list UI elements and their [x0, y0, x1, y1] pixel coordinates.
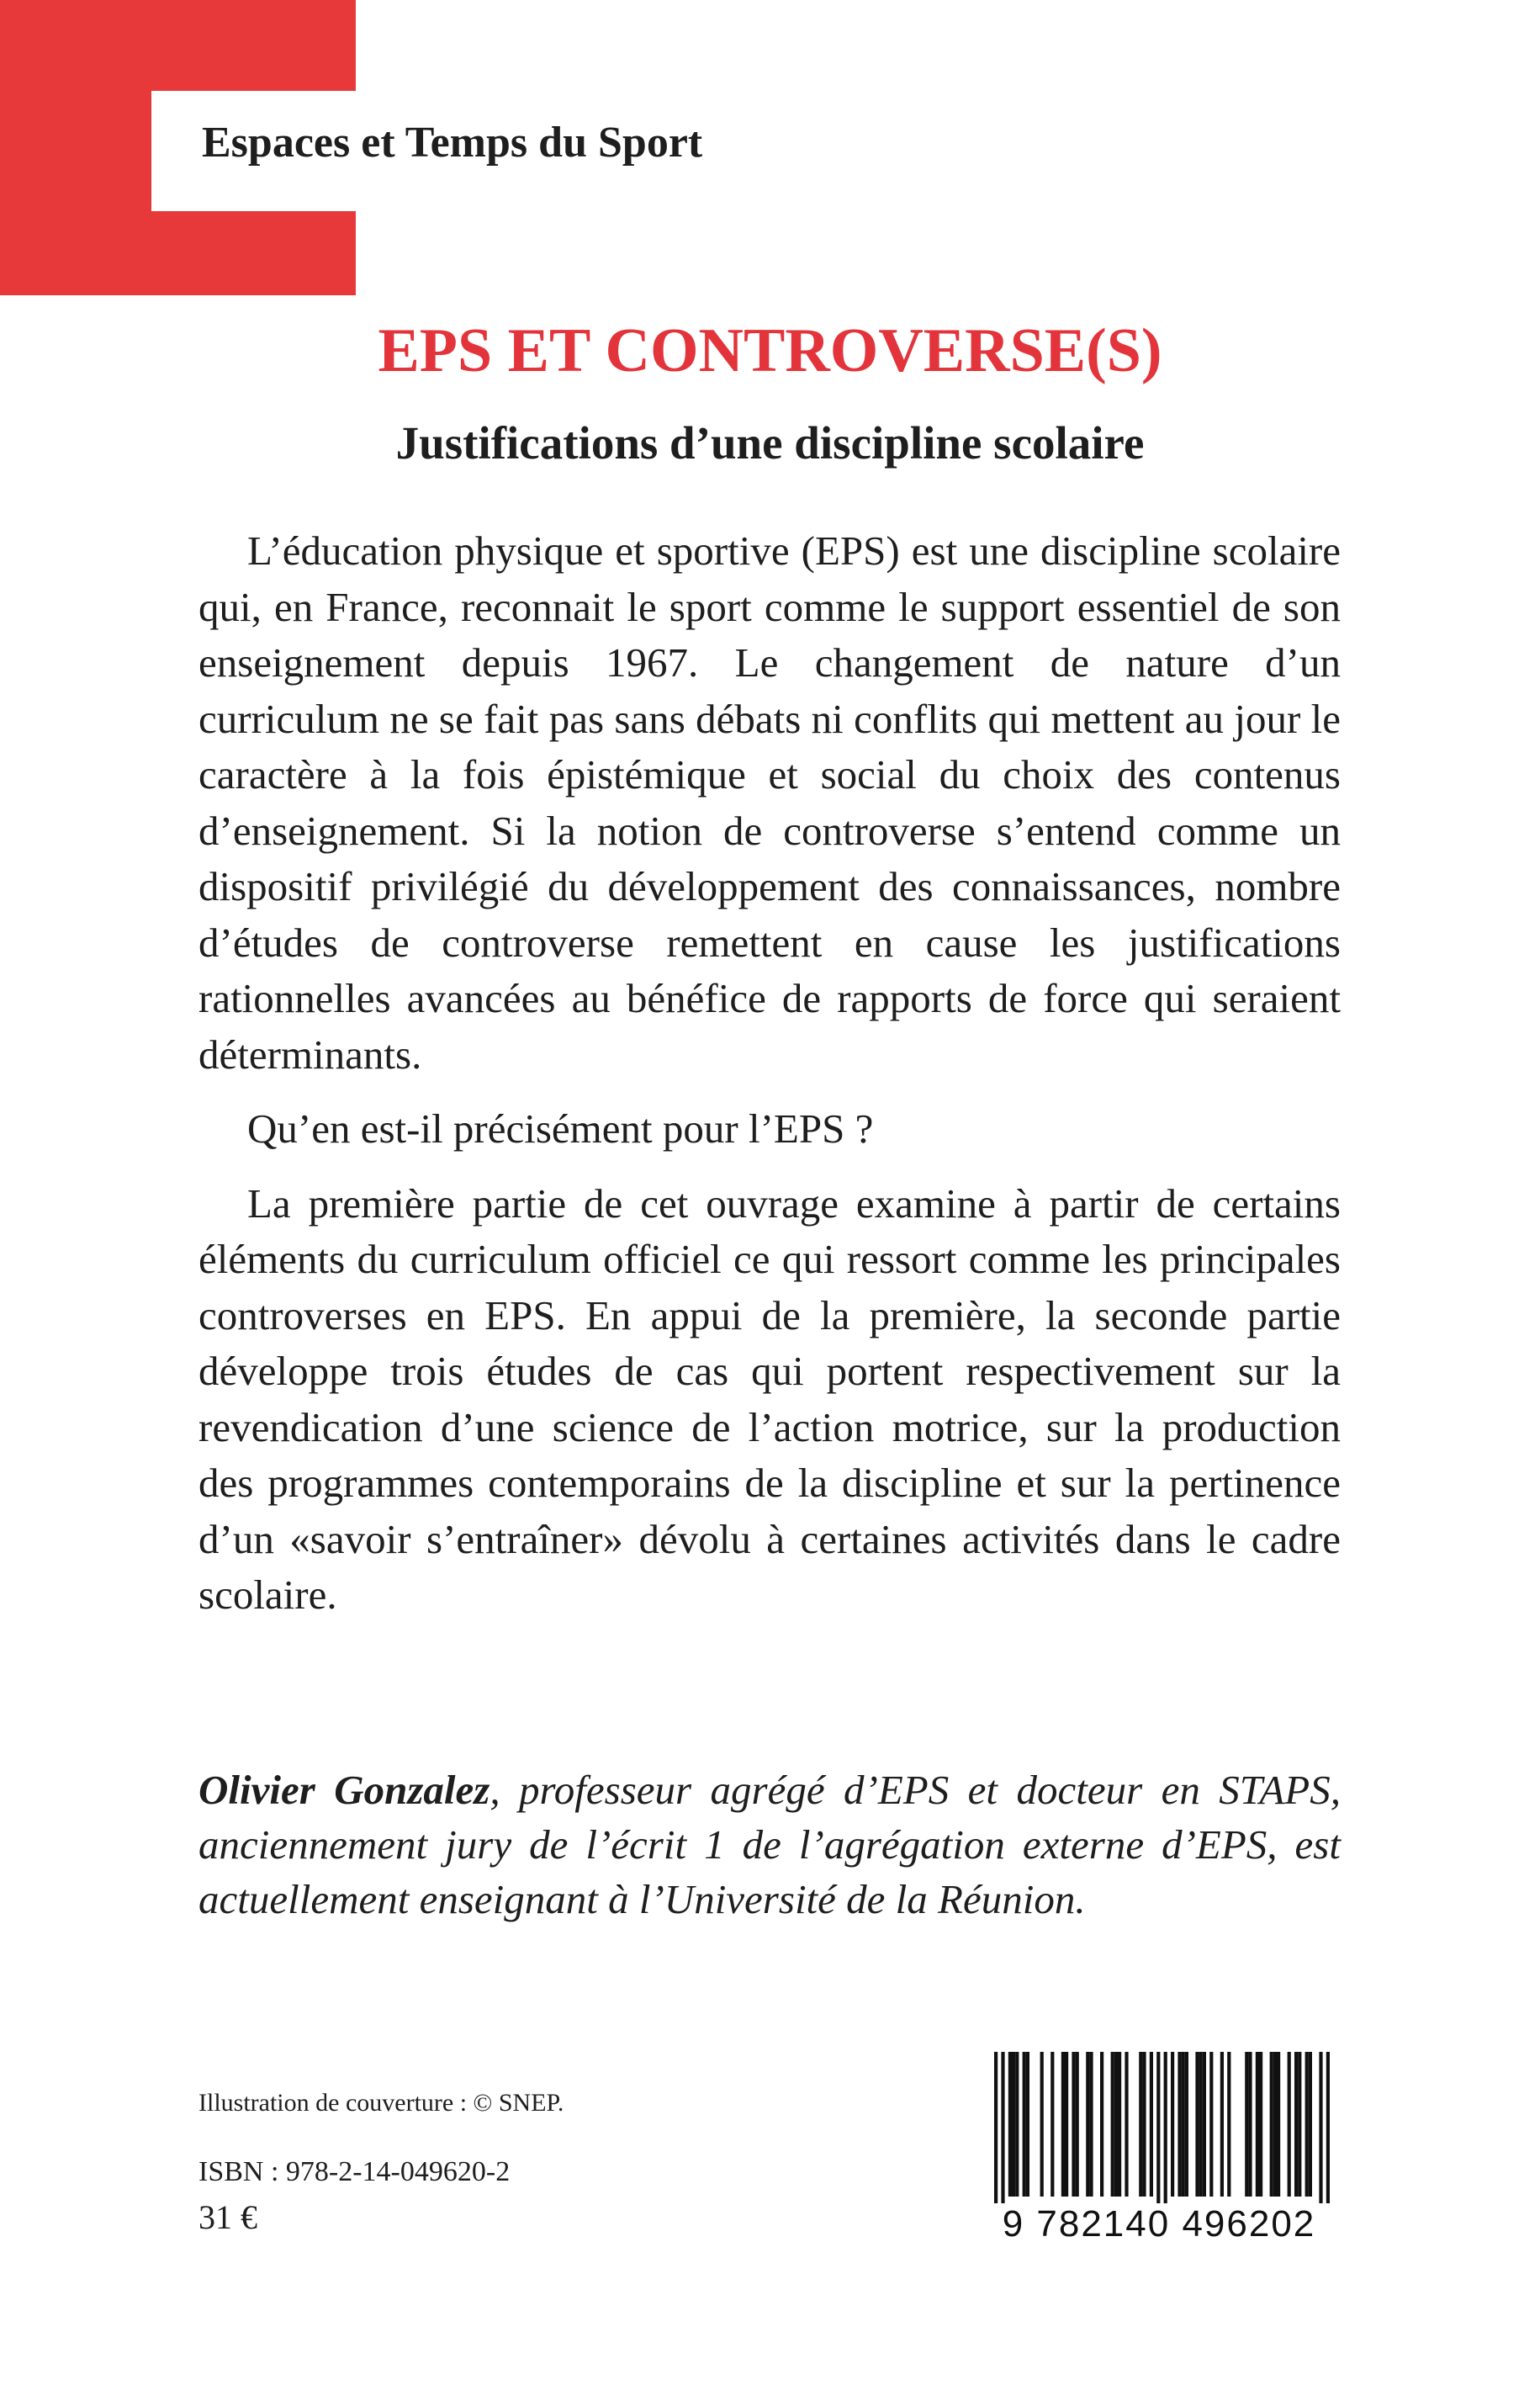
- barcode-bar: [1076, 2052, 1079, 2197]
- isbn: ISBN : 978-2-14-049620-2: [198, 2156, 511, 2187]
- barcode-bar: [1114, 2052, 1118, 2197]
- barcode-bar: [1100, 2052, 1103, 2197]
- barcode-bar: [1142, 2052, 1146, 2197]
- barcode-bar: [1026, 2052, 1029, 2197]
- barcode-bar: [1245, 2052, 1248, 2197]
- barcode-bar: [1015, 2052, 1019, 2197]
- barcode-bar: [1061, 2052, 1065, 2197]
- barcode-bar: [1150, 2052, 1153, 2197]
- barcode-bar: [1294, 2052, 1298, 2197]
- barcode-bar: [1156, 2052, 1160, 2207]
- barcode-bar: [1199, 2052, 1203, 2197]
- summary-paragraph: La première partie de cet ouvrage examine à partir de certains éléments du curriculum officiel ce qui ressort comme les principales controverses en EPS. En appui de la première, la seconde partie développe trois études de cas qui portent respectivement sur la revendication d’une science de l’action motrice, sur la production des programmes contemporains de la discipline et sur la pertinence d’un «savoir s’entraîner» dévolu à certaines activités dans le cadre scolaire.: [198, 1179, 1341, 1618]
- author-description: , professeur agrégé d’EPS et docteur en STAPS, anciennement jury de l’écrit 1 de l’agrégation externe d’EPS, est actuellement enseignant à l’Université de la Réunion.: [198, 1767, 1341, 1922]
- barcode-bar: [1089, 2052, 1093, 2197]
- book-subtitle: Justifications d’une discipline scolaire: [395, 417, 1145, 469]
- barcode-bar: [1256, 2052, 1259, 2197]
- barcode-bar: [1040, 2052, 1044, 2197]
- barcode-bar: [1012, 2052, 1015, 2197]
- barcode-bar: [1220, 2052, 1224, 2197]
- barcode-bar: [1227, 2052, 1230, 2197]
- barcode-bar: [1277, 2052, 1280, 2197]
- barcode-bar: [1111, 2052, 1114, 2197]
- summary-question: Qu’en est-il précisément pour l’EPS ?: [247, 1105, 874, 1152]
- price: 31 €: [198, 2198, 257, 2236]
- barcode-bar: [1125, 2052, 1128, 2197]
- barcode-bar: [1164, 2052, 1167, 2207]
- barcode-bar: [1065, 2052, 1068, 2197]
- barcode-bar: [1288, 2052, 1291, 2197]
- barcode-bar: [1050, 2052, 1054, 2197]
- barcode-digits: 9 782140 496202: [974, 2203, 1344, 2245]
- barcode-bar: [1309, 2052, 1312, 2197]
- barcode-bar: [1177, 2052, 1181, 2197]
- barcode-bars-icon: [974, 2047, 1344, 2207]
- barcode-bar: [1086, 2052, 1089, 2197]
- barcode-bar: [1203, 2052, 1206, 2197]
- barcode-bar: [1118, 2052, 1121, 2197]
- barcode-bar: [1209, 2052, 1213, 2197]
- barcode-bar: [1182, 2052, 1185, 2197]
- barcode-bar: [1273, 2052, 1277, 2197]
- barcode-bar: [1319, 2052, 1322, 2207]
- author-name: Olivier Gonzalez: [198, 1767, 490, 1813]
- back-cover-summary: [198, 523, 1341, 1642]
- barcode-bar: [1185, 2052, 1188, 2197]
- book-title: EPS ET CONTROVERSE(S): [378, 316, 1162, 385]
- barcode-bar: [1270, 2052, 1273, 2197]
- barcode-bar: [1001, 2052, 1004, 2207]
- barcode-bar: [1195, 2052, 1199, 2197]
- barcode-bar: [1008, 2052, 1012, 2197]
- barcode-bar: [1259, 2052, 1262, 2197]
- summary-paragraph: L’éducation physique et sportive (EPS) est une discipline scolaire qui, en France, reconnait le sport comme le support essentiel de son enseignement depuis 1967. Le changement de nature d’un curriculum ne se fait pas sans débats ni conflits qui mettent au jour le caractère à la fois épistémique et social du choix des contenus d’enseignement. Si la notion de controverse s’entend comme un dispositif privilégié du développement des connaissances, nombre d’études de controverse remettent en cause les justifications rationnelles avancées au bénéfice de rapports de force qui seraient déterminants.: [198, 527, 1341, 1078]
- author-bio: [198, 1762, 1341, 1927]
- barcode: [974, 2047, 1344, 2246]
- barcode-bar: [1248, 2052, 1252, 2197]
- barcode-bar: [1326, 2052, 1330, 2207]
- barcode-bar: [1023, 2052, 1026, 2197]
- barcode-bar: [994, 2052, 998, 2207]
- barcode-bar: [1139, 2052, 1142, 2197]
- series-name: Espaces et Temps du Sport: [202, 119, 703, 167]
- barcode-bar: [1298, 2052, 1301, 2197]
- barcode-bar: [1072, 2052, 1075, 2197]
- cover-illustration-credit: Illustration de couverture : © SNEP.: [198, 2089, 564, 2117]
- barcode-bar: [1171, 2052, 1174, 2197]
- barcode-bar: [1305, 2052, 1309, 2197]
